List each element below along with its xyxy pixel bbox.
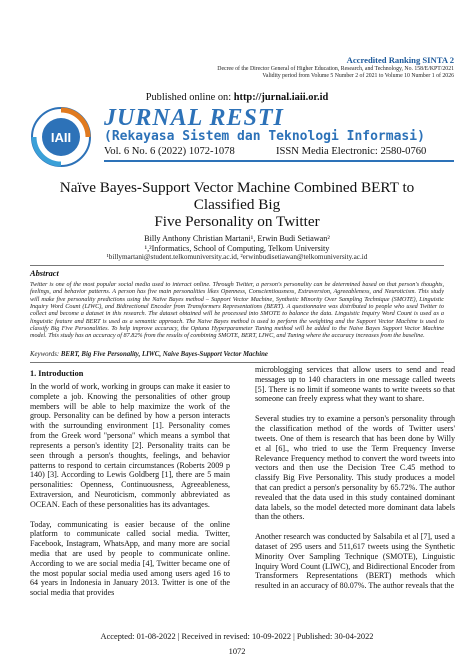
journal-subtitle: (Rekayasa Sistem dan Teknologi Informasi) bbox=[104, 129, 425, 144]
iaii-logo bbox=[30, 106, 92, 168]
divider-bottom bbox=[30, 362, 444, 363]
logo-text: IAII bbox=[50, 130, 72, 145]
author-block bbox=[0, 234, 474, 254]
page-number: 1072 bbox=[228, 647, 246, 656]
column-left bbox=[30, 382, 230, 608]
volume-info: Vol. 6 No. 6 (2022) 1072-1078 bbox=[104, 146, 235, 157]
paragraph: Several studies try to examine a person's personality through the classification method of the words of Twitter users' tweets. One of them is research that has been done by Willy et al [6]., who tried to use the Term Frequency Inverse Relevance Frequency method to convert the word tweets into vectors and then use the Decision Tree C.45 method to classify Big Five Personality. This study produces a model that can predict a person's personality by 65.72%. The author revealed that the data used in this study contained dominant data labels, so the model detected more dominant data labels than the others. bbox=[255, 414, 455, 522]
journal-url-link[interactable]: http://jurnal.iaii.or.id bbox=[233, 92, 329, 103]
paragraph: Another research was conducted by Salsabila et al [7], used a dataset of 295 users and 511,617 tweets using the Synthetic Minority Over Sampling Technique (SMOTE), Linguistic Inquiry Word Count (LIWC), and Bidirectional Encoder from Transformers Representations (BERT) methods which resulted in an accuracy of 80.07%. The author reveals that the bbox=[255, 532, 455, 591]
article-title bbox=[30, 179, 444, 230]
abstract-heading: Abstract bbox=[30, 269, 59, 278]
decree-line-2: Validity period from Volume 5 Number 2 of 2021 to Volume 10 Number 1 of 2026 bbox=[262, 73, 454, 79]
title-line-1: Naïve Bayes-Support Vector Machine Combined BERT to Classified Big bbox=[59, 179, 415, 213]
keywords-list: BERT, Big Five Personality, LIWC, Naive Bayes-Support Vector Machine bbox=[59, 351, 268, 358]
author-names: Billy Anthony Christian Martani¹, Erwin Budi Setiawan² bbox=[144, 234, 330, 243]
paragraph: In the world of work, working in groups can make it easier to complete a job. Knowing the personalities of other group members will be able to help maximize the work of the group. Personality can be defined by how a person interacts with the surrounding environment [1]. Personality comes from the Greek word "persona" which means a symbol that represents a person's identity [2]. Personality traits can be seen through a person's thoughts, feelings, and behavior patterns to respond to certain circumstances (Roberts 2009 p 140) [3]. According to Lewis Goldberg [1], there are 5 main personalities: Openness, Continuousness, Agreeableness, Extraversion, and Neuroticism, commonly abbreviated as OCEAN. Each of these personalities has its advantages. bbox=[30, 382, 230, 509]
divider-top bbox=[30, 265, 444, 266]
published-prefix: Published online on: bbox=[145, 92, 234, 103]
article-dates: Accepted: 01-08-2022 | Received in revised: 10-09-2022 | Published: 30-04-2022 bbox=[100, 632, 374, 641]
paragraph: Today, communicating is easier because of the online platform to communicate called social media. Twitter, Facebook, Instagram, WhatsApp, and many more are social media that are used by people to communicate online. According to we are social media [4], Twitter became one of the most popular social media used among users aged 16 to 64 years in Indonesia in January 2013. Twitter is one of the social media that provides bbox=[30, 519, 230, 598]
author-emails: ¹billymartani@student.telkomuniversity.ac.id, ²erwinbudisetiawan@telkomuniversity.ac.id bbox=[106, 253, 368, 261]
affiliation: ¹,²Informatics, School of Computing, Telkom University bbox=[144, 244, 330, 253]
decree-line-1: Decree of the Director General of Higher Education, Research, and Technology, No. 158/E/KPT/2021 bbox=[217, 66, 454, 72]
column-right bbox=[255, 365, 455, 601]
issn-info: ISSN Media Electronic: 2580-0760 bbox=[276, 146, 427, 157]
accreditation-label: Accredited Ranking SINTA 2 bbox=[346, 55, 454, 65]
keywords-label: Keywords: bbox=[30, 351, 60, 358]
section-heading-introduction: 1. Introduction bbox=[30, 369, 84, 378]
keywords-line bbox=[30, 351, 444, 358]
journal-title: JURNAL RESTI bbox=[104, 105, 284, 131]
header-rule bbox=[104, 160, 454, 162]
paragraph: microblogging services that allow users to send and read messages up to 140 characters in one message called tweets [5]. There is no limit if someone wants to write tweets so that someone can freely express what they want to share. bbox=[255, 365, 455, 404]
title-line-2: Five Personality on Twitter bbox=[154, 213, 320, 230]
published-online-line bbox=[0, 92, 474, 103]
abstract-text: Twitter is one of the most popular social media used to interact online. Through Twitter, a person's personality can be determined based on that person's thoughts, feelings, and behavior patterns. A person has five main personalities likes Openness, Conscientiousness, Extraversion, Agreeableness, and Neuroticism. This study will make five personality predictions using the Naïve Bayes method – Support Vector Machine, Synthetic Minority Over Sampling Technique (SMOTE), Linguistic Inquiry Word Count (LIWC), and Bidirectional Encoder from Transformers Representations (BERT). A questionnaire was distributed to people who used Twitter to collect and become a dataset in this research. The dataset obtained will be processed into SMOTE to balance the data. Linguistic Inquiry Word Count is used as a linguistic feature and BERT is used as a semantic approach. The Naive Bayes method is used to perform the weighting and the Support Vector Machine is used to classify Big Five Personalities. To help improve accuracy, the Optuna Hyperparameter Tuning method will be added to the Naive Bayes Support Vector Machine model. This study has an accuracy of 87.82% from the results of combining SMOTE, BERT, LIWC, and Tuning where the accuracy increases from the baseline. bbox=[30, 281, 444, 340]
